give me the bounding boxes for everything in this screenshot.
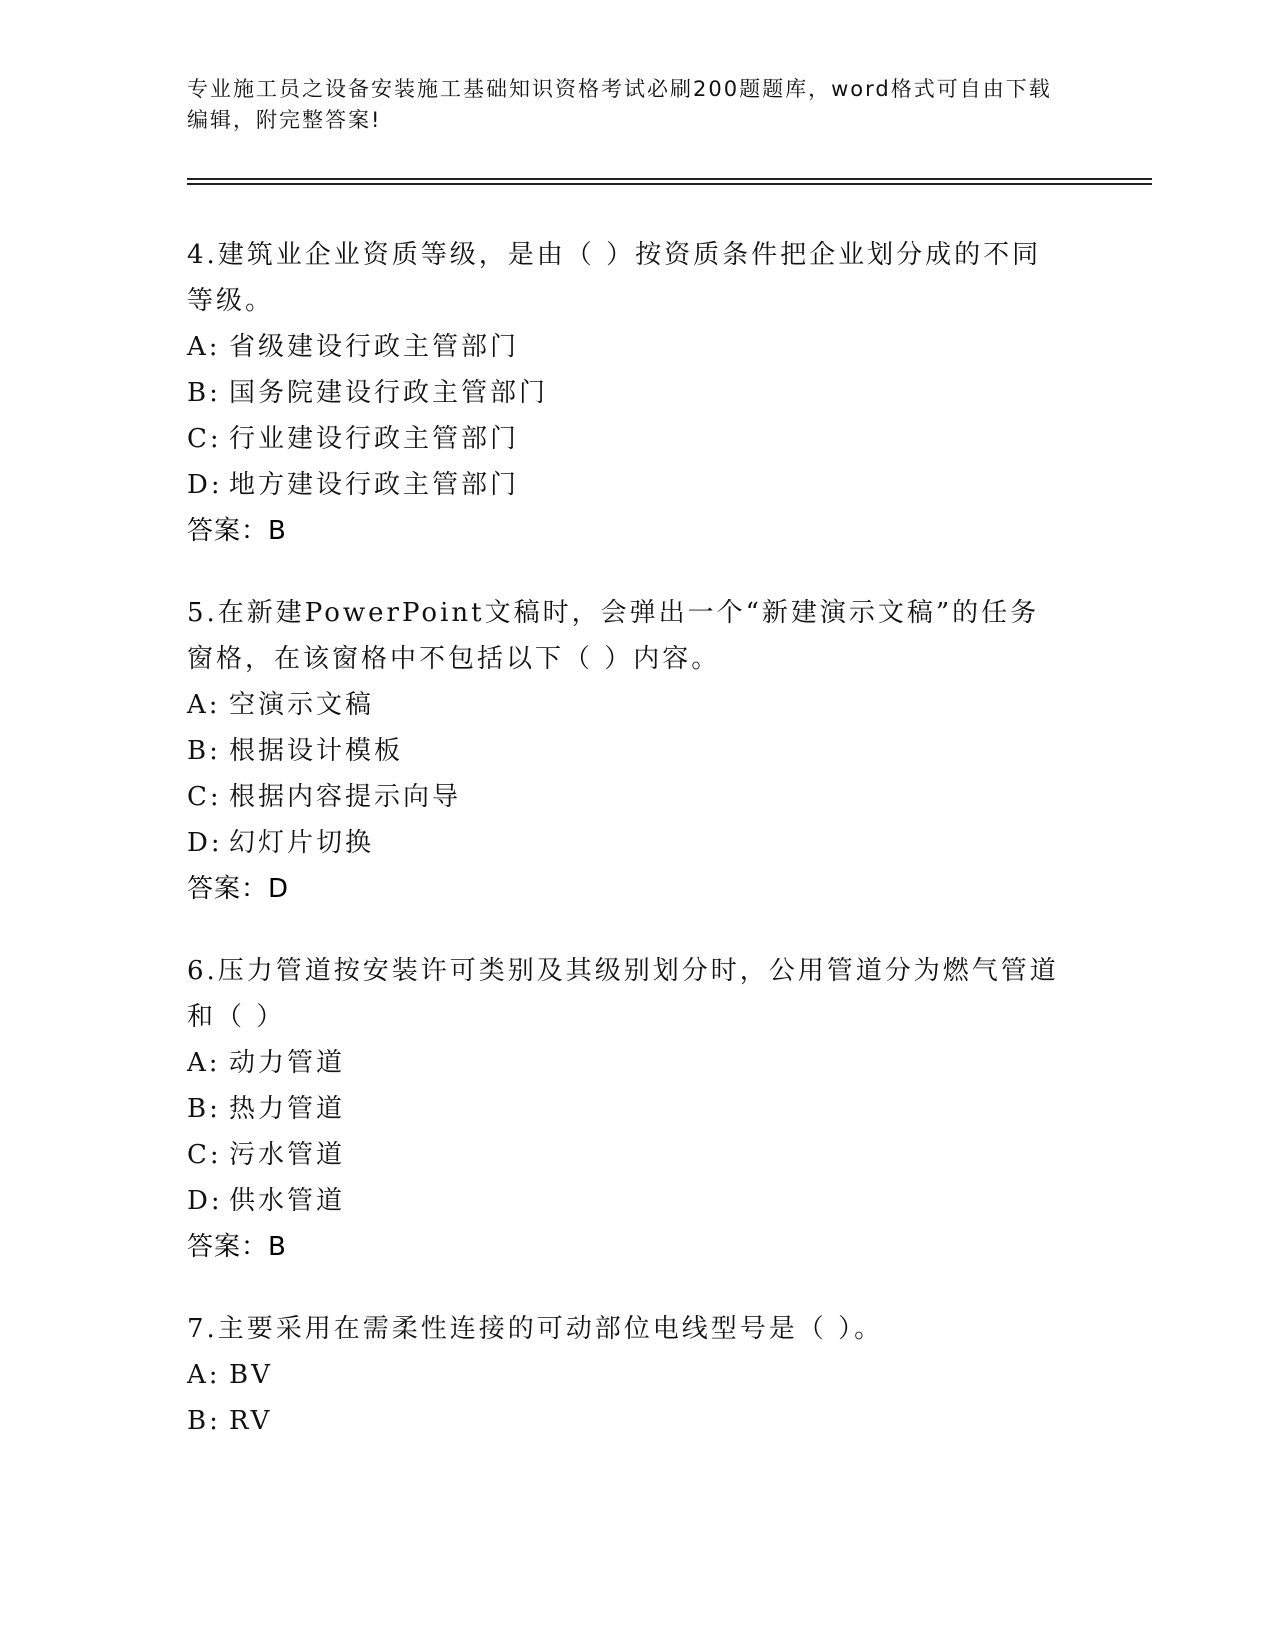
option-a [187,1352,1087,1398]
option-text: 热力管道 [229,1094,346,1124]
option-b [187,1398,1087,1444]
option-key: A: [187,332,221,362]
header-divider-top [187,178,1152,180]
option-a [187,682,1087,728]
option-b [187,370,1087,416]
question-4 [187,232,1087,554]
option-text: 幻灯片切换 [229,828,375,858]
option-a [187,324,1087,370]
question-stem: 4.建筑业企业资质等级，是由（ ）按资质条件把企业划分成的不同等级。 [187,240,1042,316]
answer-label: 答案：D [187,874,290,904]
option-c [187,1132,1087,1178]
option-key: B: [187,1406,221,1436]
question-stem: 7.主要采用在需柔性连接的可动部位电线型号是（ ）。 [187,1314,884,1344]
option-text: BV [229,1360,273,1390]
header-divider-bottom [187,183,1152,185]
option-d [187,1178,1087,1224]
option-text: 省级建设行政主管部门 [229,332,520,362]
option-a [187,1040,1087,1086]
question-stem: 6.压力管道按安装许可类别及其级别划分时，公用管道分为燃气管道和（ ） [187,956,1059,1032]
question-7 [187,1306,1087,1444]
option-b [187,728,1087,774]
question-6 [187,948,1087,1270]
document-header: 专业施工员之设备安装施工基础知识资格考试必刷200题题库，word格式可自由下载编辑，附完整答案! [187,77,1052,132]
option-key: A: [187,1048,221,1078]
option-d [187,820,1087,866]
option-c [187,416,1087,462]
option-key: C: [187,1140,222,1170]
option-text: 地方建设行政主管部门 [229,470,520,500]
option-d [187,462,1087,508]
option-text: 国务院建设行政主管部门 [229,378,549,408]
option-text: 根据设计模板 [229,736,404,766]
option-key: B: [187,378,221,408]
option-text: 行业建设行政主管部门 [229,424,520,454]
option-key: D: [187,828,223,858]
option-text: 污水管道 [229,1140,346,1170]
option-b [187,1086,1087,1132]
question-5 [187,590,1087,912]
option-key: C: [187,424,222,454]
question-stem: 5.在新建PowerPoint文稿时，会弹出一个“新建演示文稿”的任务窗格，在该窗格中不包括以下（ ）内容。 [187,598,1040,674]
answer-label: 答案：B [187,1232,287,1262]
question-list [187,232,1087,1480]
option-text: 动力管道 [229,1048,346,1078]
option-text: 供水管道 [229,1186,346,1216]
option-text: 空演示文稿 [229,690,375,720]
option-text: RV [229,1406,273,1436]
option-c [187,774,1087,820]
option-key: B: [187,736,221,766]
option-key: C: [187,782,222,812]
option-key: D: [187,470,223,500]
option-key: A: [187,1360,221,1390]
option-key: D: [187,1186,223,1216]
answer-label: 答案：B [187,516,287,546]
option-key: B: [187,1094,221,1124]
option-key: A: [187,690,221,720]
option-text: 根据内容提示向导 [229,782,462,812]
